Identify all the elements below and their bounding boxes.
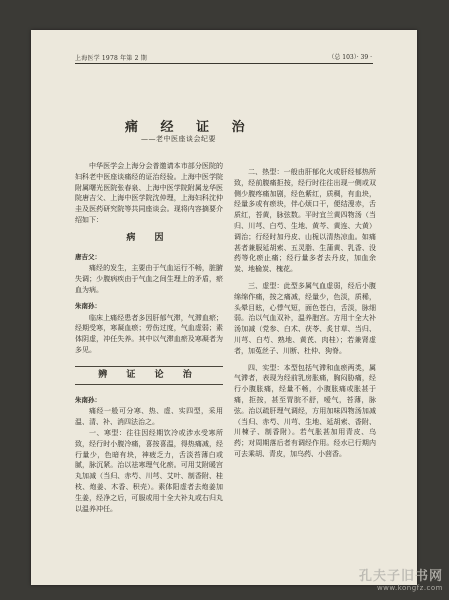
section-heading-treatment: 辨 证 论 治: [75, 366, 223, 385]
speaker-label: 朱南孙：: [75, 395, 101, 404]
document-page: [31, 30, 417, 585]
deficiency-type-paragraph: 三、虚型：此型多属气血虚弱，经后小腹绵绵作痛，按之痛减，经量少，色淡，质稀，头晕目眩，心悸气短，面色苍白，舌淡，脉细弱。治以气血双补，温养胞宫。方用十全大补汤加减（党参、白术、茯苓、炙甘草、当归、川芎、白芍、熟地、黄芪、肉桂）；若兼肾虚者，加菟丝子、川断、杜仲、狗脊。: [234, 281, 376, 355]
watermark-url: www.kongfz.com: [376, 584, 443, 592]
journal-header: 上海医学 1978 年第 2 期: [75, 55, 147, 62]
etiology-paragraph-1: 痛经的发生，主要由于气血运行不畅，脏腑失调；少腹病疾由于气血之间生理上的矛盾，瘀血为病。: [75, 264, 223, 294]
speaker-label: 朱南孙：: [75, 301, 101, 310]
treatment-paragraph-1: 痛经一般可分寒、热、虚、实四型，采用温、清、补、消四法治之。: [75, 407, 223, 427]
speaker-label: 唐吉父：: [75, 252, 101, 261]
intro-paragraph: 中华医学会上海分会普邀请本市部分医院的妇科老中医座谈痛经的证治经验。上海中医学院附属曙光医院张春泉、上海中医学院附属龙华医院唐吉父、上海中医学院沈仲理，上海妇科沈仲圭及医药研究院等共同座谈会。现将内容摘要介绍如下：: [75, 162, 223, 224]
watermark-logo-text: 孔夫子旧书网: [358, 569, 443, 584]
header-rule: [75, 63, 373, 64]
treatment-paragraph-2: 一、寒型：往往因经期饮冷或涉水受寒所致，经行时小腹冷痛，喜按喜温，得热痛减，经行量少，色暗有块，神疲乏力，舌淡苔薄白或腻，脉沉紧。治以祛寒理气化瘀。可用艾附暖宫丸加减（当归、赤芍、川芎、艾叶、制香附、桂枝、炮姜、木香、积壳）。素体阳虚者去炮姜加生姜，经净之后，可服或用十全大补丸或右归丸以温养冲任。: [75, 428, 223, 513]
watermark: [359, 565, 443, 592]
excess-type-paragraph: 四、实型：本型包括气滞和血瘀两类，属气滞者，表现为经前乳房胀痛，胸闷胁痛，经行小腹胀痛，经量不畅，小腹胀痛或胀甚于痛，拒按，甚至胃脘不舒，嗳气，苔薄，脉弦。治以疏肝理气调经，方用加味四物汤加减（当归、赤芍、川芎、生地、延胡索、香附、川楝子、制香附）。若气胀甚加用青皮、乌药；对周期落后者有调经作用。经水已行期内可去乘胡、青皮，加乌药、小茴香。: [234, 363, 376, 458]
section-heading-etiology: 病 因: [126, 232, 172, 243]
article-subtitle: ——老中医座谈会纪要: [141, 135, 216, 143]
left-column: [75, 161, 223, 514]
page-number: （总 103）· 39 ·: [328, 54, 372, 61]
heat-type-paragraph: 二、热型：一般由肝郁化火或肝经郁热所致，经前腹痛拒按，经行时往往出现一侧或双侧少腹疼痛加剧，经色紫红，质稠，有血块，经量多或有瘀块，伴心烦口干，便结溲赤，舌质红，苔黄，脉弦数。平时宜兰黄四物汤（当归、川芎、白芍、生地、黄芩、黄连、大黄）调治；行经时加丹皮、山栀以清热凉血。如痛甚者兼服延胡索、五灵脂、生蒲黄、乳香、没药等化瘀止痛；经行量多者去丹皮，加血余炭、地榆炭、槐花。: [234, 168, 376, 274]
right-column: [234, 167, 376, 460]
article-title: 痛 经 证 治: [125, 120, 254, 135]
etiology-paragraph-2: 临床上痛经患者多因肝郁气滞，气滞血瘀；经期受寒，寒凝血瘀；劳伤过度，气血虚弱；素体阴虚，冲任失养。其中以气滞血瘀及寒凝者为多见。: [75, 313, 223, 354]
